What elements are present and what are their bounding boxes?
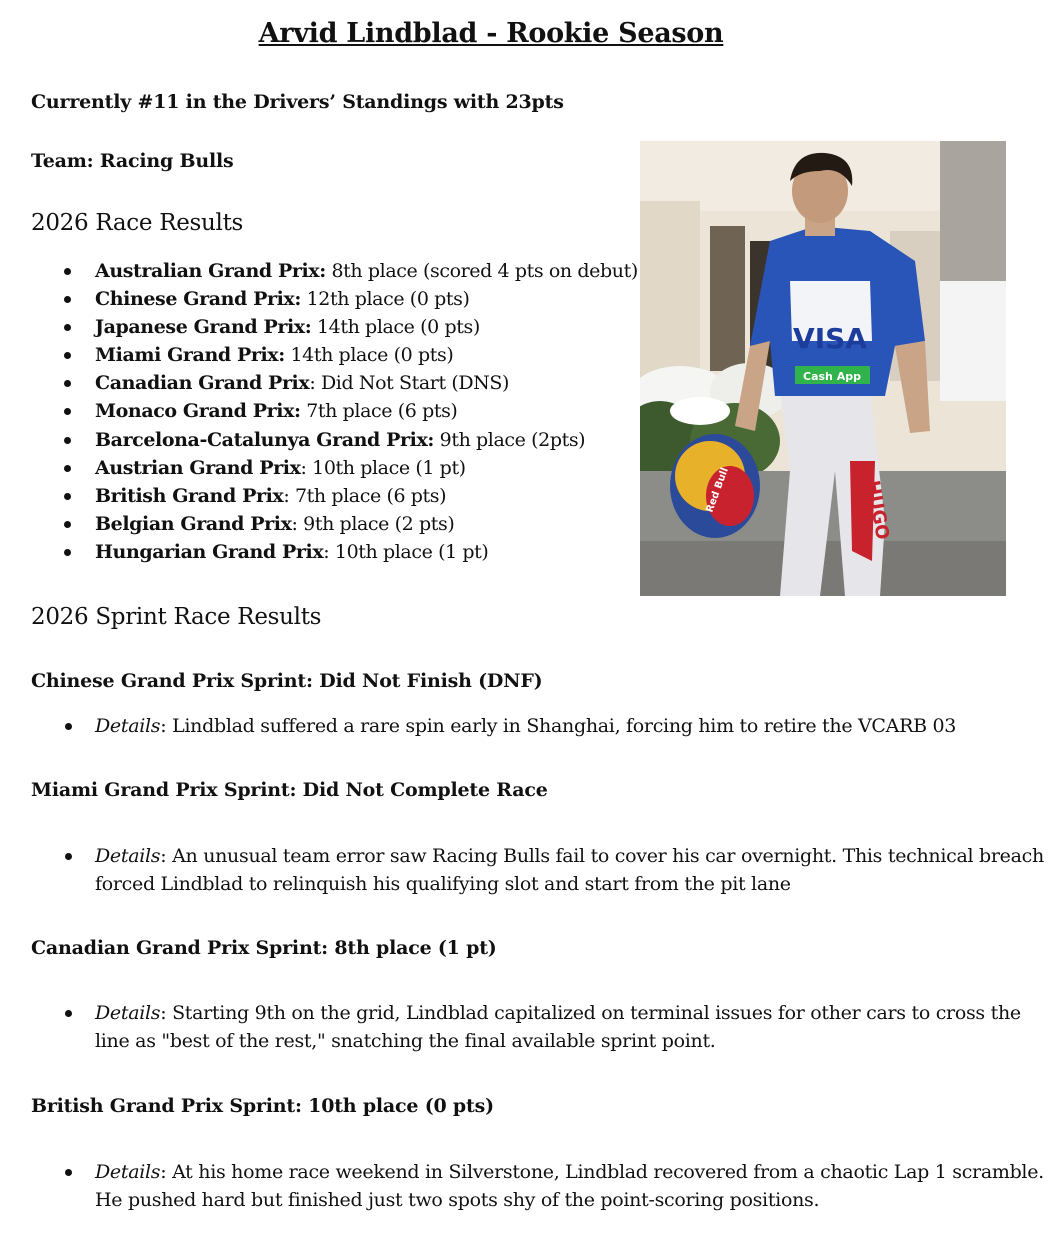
bullet-icon xyxy=(64,549,71,556)
race-result-item xyxy=(31,483,638,511)
race-result: 12th place (0 pts) xyxy=(300,288,470,311)
details-label: Details xyxy=(95,1002,161,1024)
bullet-icon xyxy=(64,465,71,472)
race-name: Barcelona-Catalunya Grand Prix: xyxy=(95,428,434,451)
bullet-icon xyxy=(65,1169,72,1176)
bullet-icon xyxy=(64,268,71,275)
sprint-details-miami xyxy=(95,842,1050,898)
details-text: : Lindblad suffered a rare spin early in Shanghai, forcing him to retire the VCARB 03 xyxy=(160,715,957,737)
sprint-heading-chinese: Chinese Grand Prix Sprint: Did Not Finish (DNF) xyxy=(31,670,543,692)
race-result: 14th place (0 pts) xyxy=(284,344,454,367)
sprint-heading-british: British Grand Prix Sprint: 10th place (0 pts) xyxy=(31,1095,494,1117)
race-name: Japanese Grand Prix: xyxy=(95,316,312,339)
driver-photo-illustration xyxy=(640,141,1006,596)
race-result: : 10th place (1 pt) xyxy=(323,540,489,563)
race-result: : 7th place (6 pts) xyxy=(283,484,447,507)
race-result-item xyxy=(31,455,638,483)
bullet-icon xyxy=(65,1010,72,1017)
race-name: Chinese Grand Prix: xyxy=(95,288,301,311)
race-results-list xyxy=(31,258,638,567)
race-result-item xyxy=(31,258,638,286)
bullet-icon xyxy=(64,493,71,500)
race-result: : Did Not Start (DNS) xyxy=(309,372,510,395)
race-name: Miami Grand Prix: xyxy=(95,344,285,367)
bullet-icon xyxy=(64,352,71,359)
bullet-icon xyxy=(65,723,72,730)
bullet-icon xyxy=(65,853,72,860)
race-result-item xyxy=(31,511,638,539)
shirt-logo: VISA xyxy=(793,322,867,355)
race-name: Belgian Grand Prix xyxy=(95,512,292,535)
sprint-results-heading: 2026 Sprint Race Results xyxy=(31,604,322,630)
sprint-details-chinese xyxy=(95,712,1050,740)
details-text: : Starting 9th on the grid, Lindblad capitalized on terminal issues for other cars to cross the line as "best of the rest," snatching the final available sprint point. xyxy=(95,1002,1021,1052)
details-label: Details xyxy=(95,715,161,737)
race-result-item xyxy=(31,370,638,398)
trouser-logo: HUGO xyxy=(861,478,893,542)
sprint-details-canadian xyxy=(95,999,1050,1055)
details-text: : At his home race weekend in Silverstone, Lindblad recovered from a chaotic Lap 1 scramble. He pushed hard but finished just two spots shy of the point-scoring positions. xyxy=(95,1161,1044,1211)
driver-photo xyxy=(640,141,1006,596)
race-name: Monaco Grand Prix: xyxy=(95,400,301,423)
race-result-item xyxy=(31,342,638,370)
race-result-item xyxy=(31,286,638,314)
race-name: Australian Grand Prix: xyxy=(95,260,326,282)
bullet-icon xyxy=(64,324,71,331)
race-result-item xyxy=(31,427,638,455)
details-label: Details xyxy=(95,845,161,867)
sprint-heading-canadian: Canadian Grand Prix Sprint: 8th place (1 pt) xyxy=(31,937,497,959)
race-result-item xyxy=(31,314,638,342)
race-result-item xyxy=(31,398,638,426)
team-text: Team: Racing Bulls xyxy=(31,150,234,172)
race-result: 7th place (6 pts) xyxy=(300,400,458,423)
helmet-logo: Red Bull xyxy=(704,466,731,514)
sprint-details-british xyxy=(95,1158,1050,1214)
race-result: 9th place (2pts) xyxy=(434,428,586,451)
standing-text: Currently #11 in the Drivers’ Standings with 23pts xyxy=(31,91,564,113)
details-text: : An unusual team error saw Racing Bulls fail to cover his car overnight. This technical breach forced Lindblad to relinquish his qualifying slot and start from the pit lane xyxy=(95,845,1044,895)
race-result: 14th place (0 pts) xyxy=(311,316,480,339)
bullet-icon xyxy=(64,380,71,387)
race-result: 8th place (scored 4 pts on debut) xyxy=(325,260,638,282)
document-title: Arvid Lindblad - Rookie Season xyxy=(258,18,724,49)
race-name: Austrian Grand Prix xyxy=(95,456,301,479)
race-name: Hungarian Grand Prix xyxy=(95,540,324,563)
race-result-item xyxy=(31,539,638,567)
race-result: : 10th place (1 pt) xyxy=(300,456,466,479)
bullet-icon xyxy=(64,521,71,528)
bullet-icon xyxy=(64,296,71,303)
race-name: British Grand Prix xyxy=(95,484,284,507)
sprint-heading-miami: Miami Grand Prix Sprint: Did Not Complete Race xyxy=(31,779,548,801)
race-results-heading: 2026 Race Results xyxy=(31,210,244,236)
race-name: Canadian Grand Prix xyxy=(95,372,310,395)
race-result: : 9th place (2 pts) xyxy=(291,512,455,535)
sponsor-logo: Cash App xyxy=(803,370,861,383)
bullet-icon xyxy=(64,437,71,444)
details-label: Details xyxy=(95,1161,161,1183)
bullet-icon xyxy=(64,408,71,415)
